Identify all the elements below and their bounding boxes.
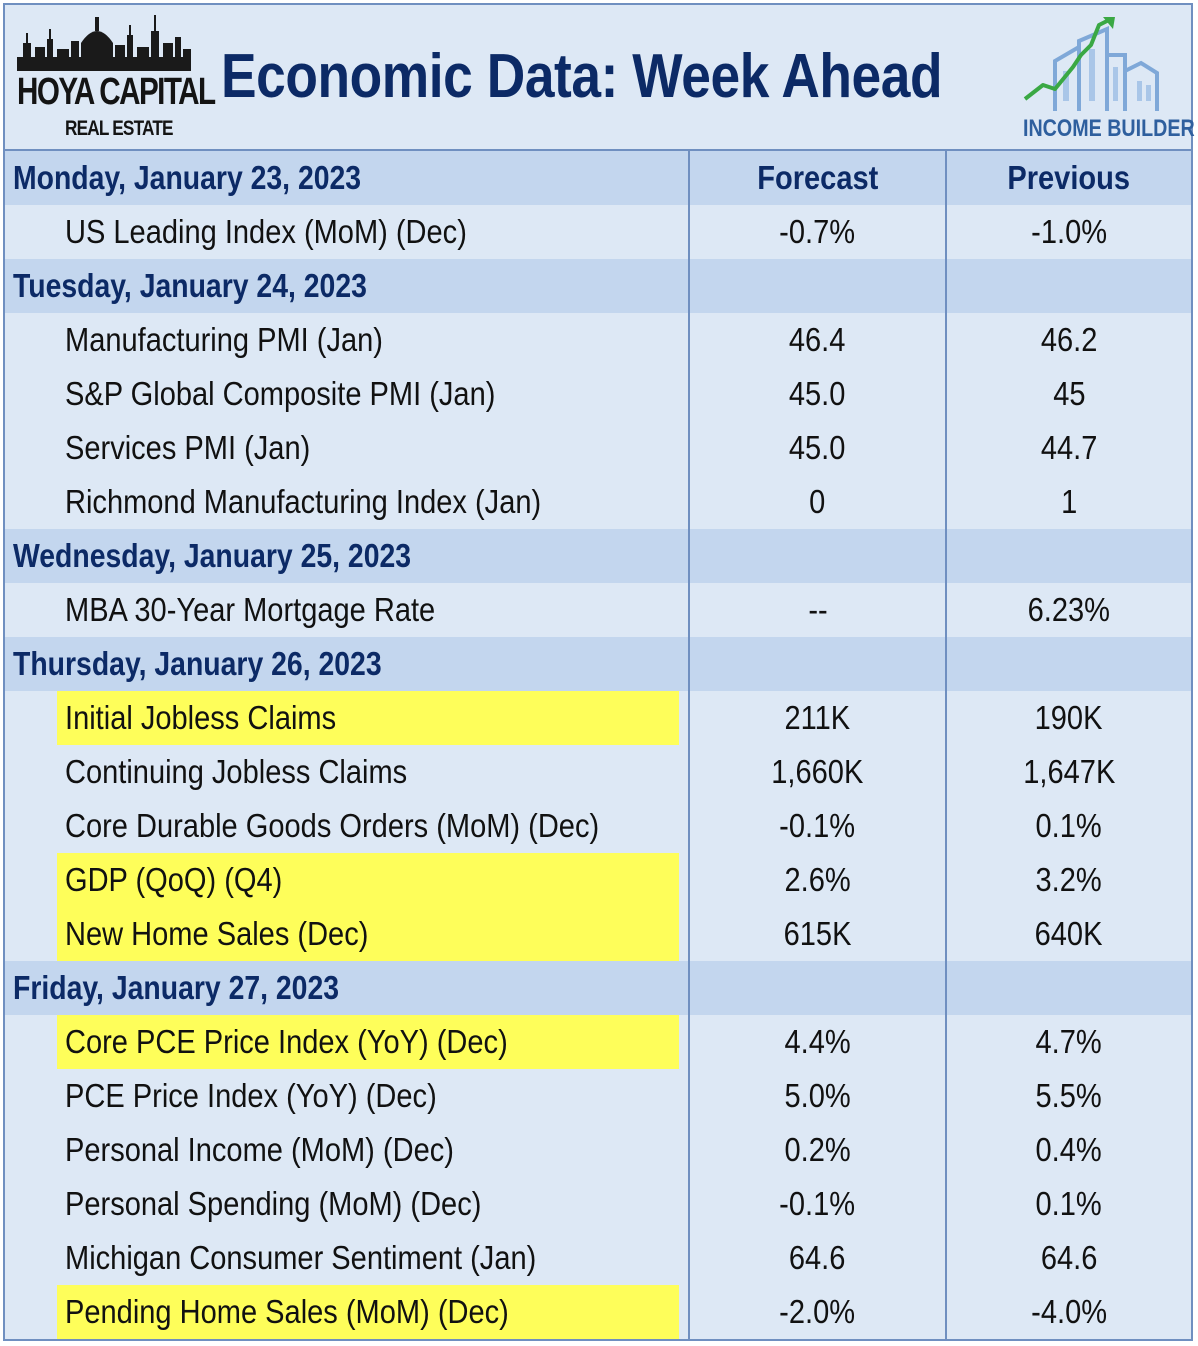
brand-name: HOYA CAPITAL [17,71,215,113]
indicator [57,1231,679,1285]
indicator-name-cell [5,799,689,853]
indicator-name-cell [5,367,689,421]
indicator [57,1069,679,1123]
forecast-cell [689,421,946,475]
previous-cell [946,583,1191,637]
forecast-value: 211K [784,699,851,736]
forecast-cell [689,313,946,367]
forecast-value: 0 [809,483,826,520]
day-header-row [5,151,1191,205]
indicator [57,1177,679,1231]
indicator [57,367,679,421]
day-label: Monday, January 23, 2023 [13,159,362,196]
previous-cell [946,907,1191,961]
previous-value: 190K [1035,699,1103,736]
indicator-row [5,1123,1191,1177]
day-label: Friday, January 27, 2023 [13,969,340,1006]
previous-value: 45 [1052,375,1086,412]
rising-buildings-icon [1015,15,1175,115]
forecast-cell [689,205,946,259]
forecast-cell [689,907,946,961]
forecast-value: 5.0% [784,1077,851,1114]
forecast-value: 0.2% [784,1131,851,1168]
indicator-name: Initial Jobless Claims [65,699,337,736]
hoya-capital-logo [15,13,215,143]
indicator-name: Continuing Jobless Claims [65,753,408,790]
previous-column-header: Previous [1007,159,1131,196]
indicator-row [5,475,1191,529]
indicator-name-cell [5,1285,689,1339]
forecast-cell [689,1177,946,1231]
previous-value: 44.7 [1040,429,1098,466]
forecast-cell [689,1123,946,1177]
indicator-name: GDP (QoQ) (Q4) [65,861,283,898]
previous-value: 5.5% [1035,1077,1103,1114]
highlighted-indicator [57,691,679,745]
indicator-name-cell [5,1069,689,1123]
previous-value: 6.23% [1027,591,1111,628]
forecast-value: 45.0 [789,375,846,412]
day-label-cell [5,961,689,1015]
previous-cell [946,421,1191,475]
previous-header-cell [946,259,1191,313]
forecast-value: -0.7% [779,213,856,250]
day-header-row [5,259,1191,313]
indicator-row [5,1285,1191,1339]
previous-value: 3.2% [1035,861,1103,898]
indicator-row [5,907,1191,961]
indicator [57,421,679,475]
forecast-cell [689,583,946,637]
indicator [57,583,679,637]
previous-cell [946,745,1191,799]
previous-value: 46.2 [1040,321,1098,358]
previous-value: -1.0% [1031,213,1107,250]
previous-value: 1 [1060,483,1078,520]
indicator-name: Pending Home Sales (MoM) (Dec) [65,1293,509,1330]
forecast-value: 45.0 [789,429,846,466]
indicator-name: Personal Spending (MoM) (Dec) [65,1185,482,1222]
indicator-row [5,583,1191,637]
highlighted-indicator [57,853,679,907]
forecast-header-cell [689,961,946,1015]
indicator [57,1123,679,1177]
indicator-name: Richmond Manufacturing Index (Jan) [65,483,542,520]
previous-header-cell [946,637,1191,691]
indicator-name-cell [5,1231,689,1285]
indicator-name-cell [5,907,689,961]
indicator-row [5,1177,1191,1231]
indicator-name-cell [5,475,689,529]
forecast-cell [689,1069,946,1123]
forecast-cell [689,367,946,421]
indicator-name: Core PCE Price Index (YoY) (Dec) [65,1023,508,1060]
previous-cell [946,691,1191,745]
indicator-name-cell [5,691,689,745]
previous-value: 64.6 [1040,1239,1098,1276]
indicator-row [5,421,1191,475]
indicator-name: US Leading Index (MoM) (Dec) [65,213,467,250]
indicator-name-cell [5,1123,689,1177]
brand-subtitle: REAL ESTATE [65,117,173,140]
day-label-cell [5,529,689,583]
previous-cell [946,1015,1191,1069]
day-label-cell [5,637,689,691]
previous-value: 640K [1035,915,1103,952]
forecast-value: 64.6 [789,1239,846,1276]
page-title: Economic Data: Week Ahead [221,42,943,111]
forecast-value: 1,660K [771,753,864,790]
forecast-value: 46.4 [789,321,846,358]
forecast-header-cell [689,637,946,691]
indicator-row [5,1069,1191,1123]
day-label: Thursday, January 26, 2023 [13,645,382,682]
indicator-name: MBA 30-Year Mortgage Rate [65,591,436,628]
day-label-cell [5,151,689,205]
forecast-column-header: Forecast [756,159,879,196]
forecast-value: -2.0% [779,1293,856,1330]
forecast-value: 615K [783,915,852,952]
forecast-cell [689,853,946,907]
previous-value: 0.1% [1035,807,1103,844]
indicator [57,313,679,367]
indicator [57,205,679,259]
previous-value: 1,647K [1022,753,1116,790]
forecast-cell [689,1285,946,1339]
indicator-name: Core Durable Goods Orders (MoM) (Dec) [65,807,600,844]
indicator-row [5,1231,1191,1285]
indicator-name: Michigan Consumer Sentiment (Jan) [65,1239,537,1276]
previous-cell [946,1123,1191,1177]
previous-cell [946,1069,1191,1123]
previous-cell [946,205,1191,259]
forecast-header-cell [689,529,946,583]
indicator-row [5,691,1191,745]
forecast-cell [689,691,946,745]
indicator-name-cell [5,583,689,637]
indicator-row [5,313,1191,367]
forecast-header-cell [689,151,946,205]
previous-value: -4.0% [1031,1293,1107,1330]
indicator-row [5,799,1191,853]
forecast-value: -0.1% [779,807,856,844]
income-builder-label: INCOME BUILDER [1023,115,1195,142]
indicator-name: Manufacturing PMI (Jan) [65,321,383,358]
forecast-cell [689,1231,946,1285]
forecast-cell [689,799,946,853]
previous-cell [946,853,1191,907]
indicator [57,475,679,529]
previous-cell [946,313,1191,367]
indicator-name-cell [5,1177,689,1231]
indicator-name: New Home Sales (Dec) [65,915,369,952]
day-label: Tuesday, January 24, 2023 [13,267,367,304]
highlighted-indicator [57,1285,679,1339]
forecast-value: 2.6% [784,861,851,898]
indicator-name-cell [5,421,689,475]
indicator-name-cell [5,205,689,259]
forecast-value: -- [807,591,828,628]
header [5,5,1195,151]
previous-cell [946,1285,1191,1339]
indicator-row [5,745,1191,799]
previous-cell [946,367,1191,421]
indicator [57,745,679,799]
skyline-icon [15,13,195,75]
economic-calendar-panel [3,3,1193,1341]
day-header-row [5,529,1191,583]
indicator-name: S&P Global Composite PMI (Jan) [65,375,496,412]
previous-cell [946,1177,1191,1231]
indicator-row [5,205,1191,259]
previous-value: 0.4% [1035,1131,1103,1168]
previous-value: 4.7% [1035,1023,1103,1060]
forecast-cell [689,475,946,529]
indicator-name: Personal Income (MoM) (Dec) [65,1131,454,1168]
previous-cell [946,1231,1191,1285]
previous-header-cell [946,151,1191,205]
previous-cell [946,475,1191,529]
previous-cell [946,799,1191,853]
highlighted-indicator [57,907,679,961]
forecast-value: 4.4% [784,1023,851,1060]
indicator-name: Services PMI (Jan) [65,429,311,466]
forecast-cell [689,745,946,799]
indicator-row [5,1015,1191,1069]
forecast-value: -0.1% [779,1185,856,1222]
indicator-name-cell [5,313,689,367]
previous-header-cell [946,961,1191,1015]
highlighted-indicator [57,1015,679,1069]
economic-data-table [5,151,1191,1339]
indicator-row [5,853,1191,907]
day-label-cell [5,259,689,313]
indicator-name: PCE Price Index (YoY) (Dec) [65,1077,437,1114]
indicator-name-cell [5,1015,689,1069]
forecast-cell [689,1015,946,1069]
indicator-row [5,367,1191,421]
indicator [57,799,679,853]
income-builder-logo [1015,15,1195,143]
forecast-header-cell [689,259,946,313]
indicator-name-cell [5,853,689,907]
indicator-name-cell [5,745,689,799]
day-label: Wednesday, January 25, 2023 [13,537,412,574]
day-header-row [5,637,1191,691]
previous-value: 0.1% [1035,1185,1103,1222]
previous-header-cell [946,529,1191,583]
day-header-row [5,961,1191,1015]
